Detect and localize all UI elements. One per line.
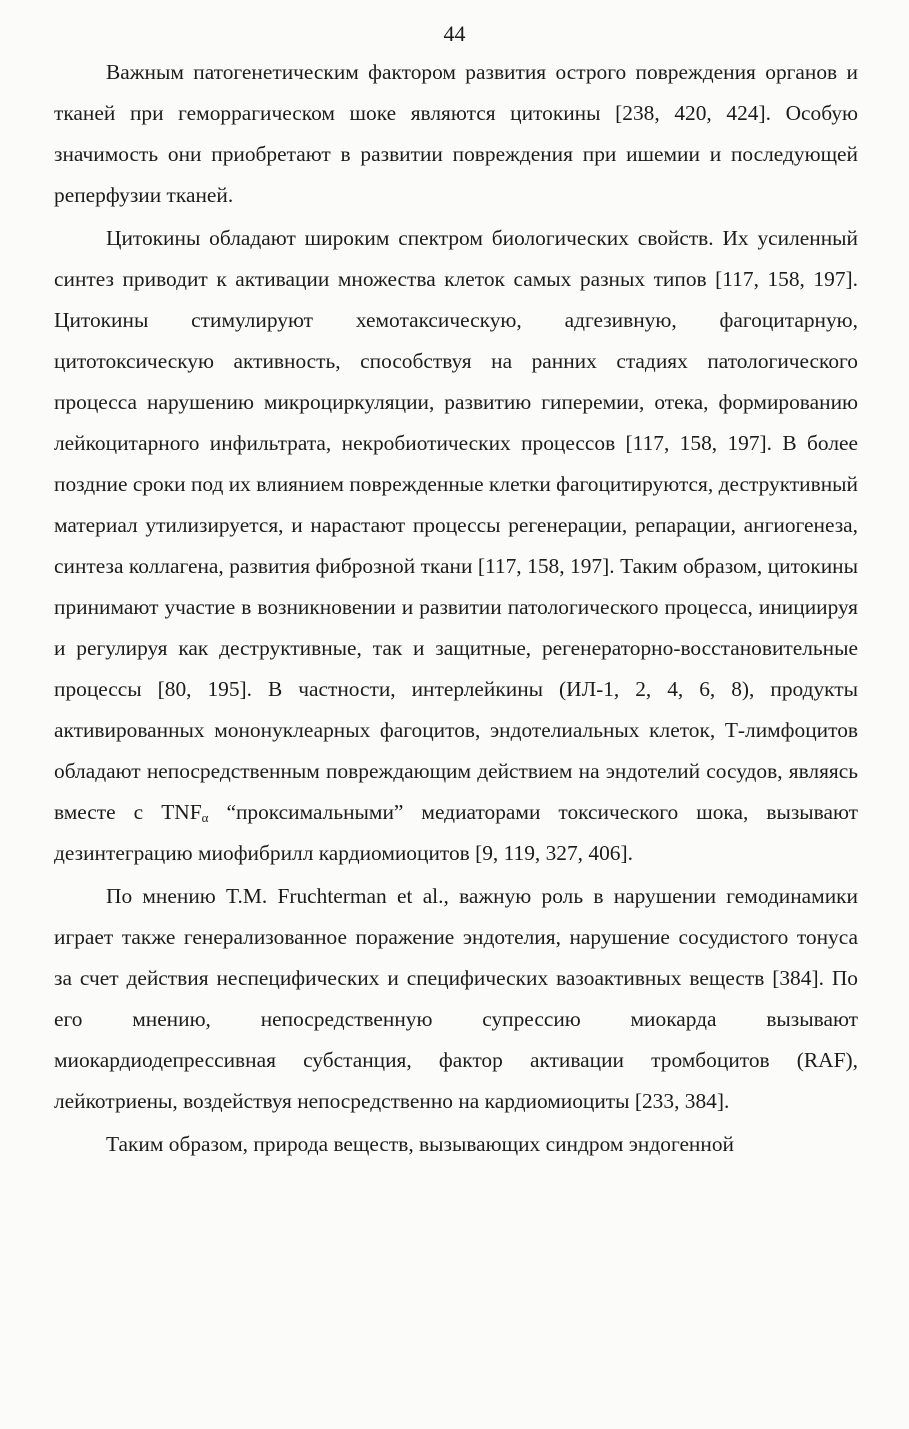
page-number: 44 [443, 21, 466, 46]
paragraph-cytokines-injury: Важным патогенетическим фактором развития острого повреждения органов и тканей при геморрагическом шоке являются цитокины [238, 420, 424]. Особую значимость они приобретают в развитии повреждения при ишемии и последующей реперфузии тканей. [54, 60, 858, 207]
paragraph-fruchterman-opinion: По мнению T.M. Fruchterman et al., важную роль в нарушении гемодинамики играет также генерализованное поражение эндотелия, нарушение сосудистого тонуса за счет действия неспецифических и специфических вазоактивных веществ [384]. По его мнению, непосредственную супрессию миокарда вызывают миокардиодепрессивная субстанция, фактор активации тромбоцитов (RAF), лейкотриены, воздействуя непосредственно на кардиомиоциты [233, 384]. [54, 884, 858, 1113]
paragraph-text-after-tnf: “проксимальными” медиаторами токсического шока, вызывают дезинтеграцию миофибрилл кардиомиоцитов [9, 119, 327, 406]. [54, 800, 858, 865]
tnf-term: TNF [161, 800, 202, 824]
paragraph-conclusion-start: Таким образом, природа веществ, вызывающих синдром эндогенной [106, 1132, 734, 1156]
tnf-subscript: α [201, 810, 209, 825]
paragraph-cytokines-properties [54, 218, 858, 874]
paragraph-text-before-tnf: Цитокины обладают широким спектром биологических свойств. Их усиленный синтез приводит к активации множества клеток самых разных типов [117, 158, 197]. Цитокины стимулируют хемотаксическую, адгезивную, фагоцитарную, цитотоксическую активность, способствуя на ранних стадиях патологического процесса нарушению микроциркуляции, развитию гиперемии, отека, формированию лейкоцитарного инфильтрата, некробиотических процессов [117, 158, 197]. В более поздние сроки под их влиянием поврежденные клетки фагоцитируются, деструктивный материал утилизируется, и нарастают процессы регенерации, репарации, ангиогенеза, синтеза коллагена, развития фиброзной ткани [117, 158, 197]. Таким образом, цитокины принимают участие в возникновении и развитии патологического процесса, инициируя и регулируя как деструктивные, так и защитные, регенераторно-восстановительные процессы [80, 195]. В частности, интерлейкины (ИЛ-1, 2, 4, 6, 8), продукты активированных мононуклеарных фагоцитов, эндотелиальных клеток, Т-лимфоцитов обладают непосредственным повреждающим действием на эндотелий сосудов, являясь вместе с [54, 226, 858, 824]
document-body [54, 52, 858, 1165]
